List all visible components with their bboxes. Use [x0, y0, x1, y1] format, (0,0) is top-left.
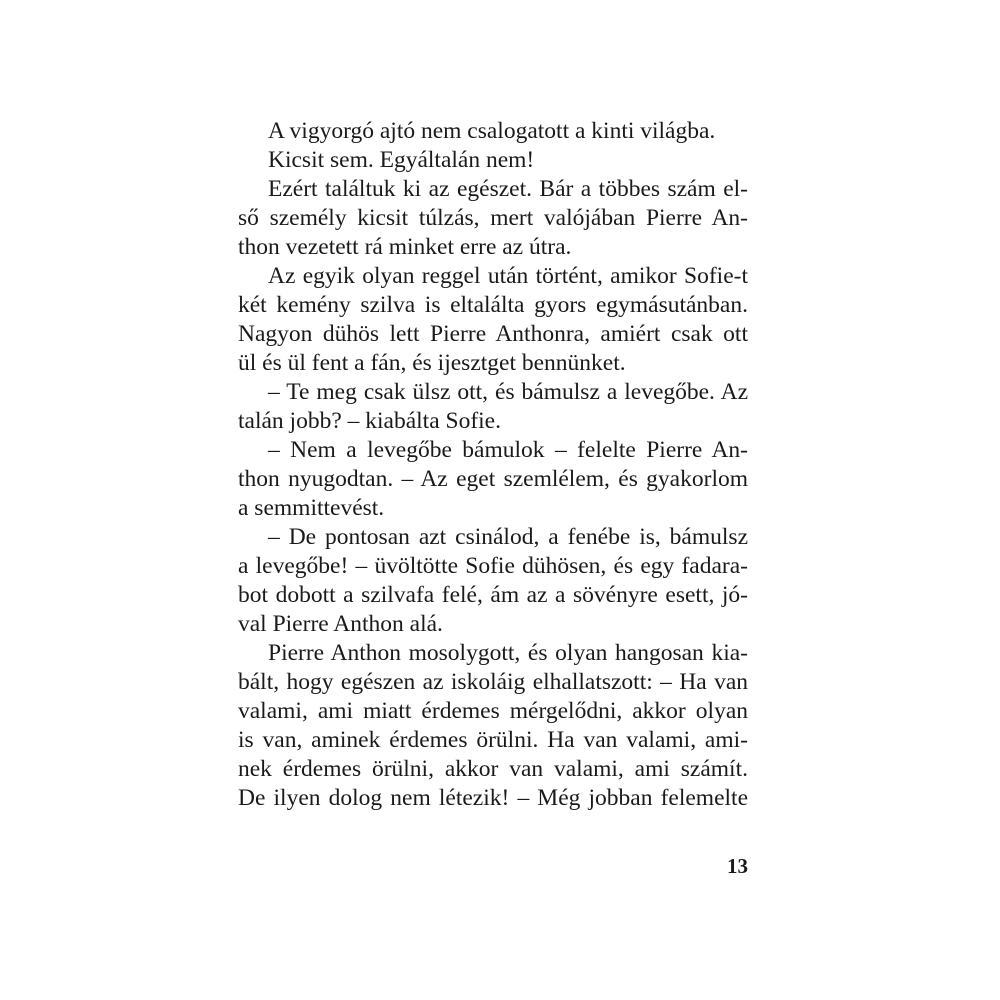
body-text: [238, 117, 748, 813]
text-line: is van, aminek érdemes örülni. Ha van valami, ami-: [238, 727, 748, 753]
page-number: 13: [727, 854, 748, 878]
text-line: ül és ül fent a fán, és ijesztget bennünket.: [238, 350, 626, 376]
text-line: bált, hogy egészen az iskoláig elhallatszott: – Ha van: [238, 669, 748, 695]
text-line: val Pierre Anthon alá.: [238, 611, 443, 637]
text-line: Az egyik olyan reggel után történt, amikor Sofie-t: [268, 263, 748, 289]
text-line: – Nem a levegőbe bámulok – felelte Pierre An-: [268, 437, 748, 463]
text-line: nek érdemes örülni, akkor van valami, ami számít.: [238, 756, 748, 782]
text-line: talán jobb? – kiabálta Sofie.: [238, 408, 501, 434]
text-line: – Te meg csak ülsz ott, és bámulsz a levegőbe. Az: [268, 379, 748, 405]
text-line: thon nyugodtan. – Az eget szemlélem, és gyakorlom: [238, 466, 748, 492]
text-line: Pierre Anthon mosolygott, és olyan hangosan kia-: [268, 640, 748, 666]
text-line: De ilyen dolog nem létezik! – Még jobban felemelte: [238, 785, 748, 811]
text-line: a levegőbe! – üvöltötte Sofie dühösen, és egy fadara-: [238, 553, 748, 579]
text-line: – De pontosan azt csinálod, a fenébe is, bámulsz: [268, 524, 748, 550]
text-line: a semmittevést.: [238, 495, 385, 521]
text-line: Ezért találtuk ki az egészet. Bár a többes szám el-: [268, 176, 748, 202]
text-line: bot dobott a szilvafa felé, ám az a sövényre esett, jó-: [238, 582, 748, 608]
text-line: thon vezetett rá minket erre az útra.: [238, 234, 572, 260]
text-line: Nagyon dühös lett Pierre Anthonra, amiért csak ott: [238, 321, 748, 347]
text-line: A vigyorgó ajtó nem csalogatott a kinti világba.: [268, 118, 716, 144]
text-line: ső személy kicsit túlzás, mert valójában Pierre An-: [238, 205, 748, 231]
text-line: valami, ami miatt érdemes mérgelődni, akkor olyan: [238, 698, 748, 724]
text-line: Kicsit sem. Egyáltalán nem!: [268, 147, 535, 173]
text-line: két kemény szilva is eltalálta gyors egymásutánban.: [238, 292, 748, 318]
